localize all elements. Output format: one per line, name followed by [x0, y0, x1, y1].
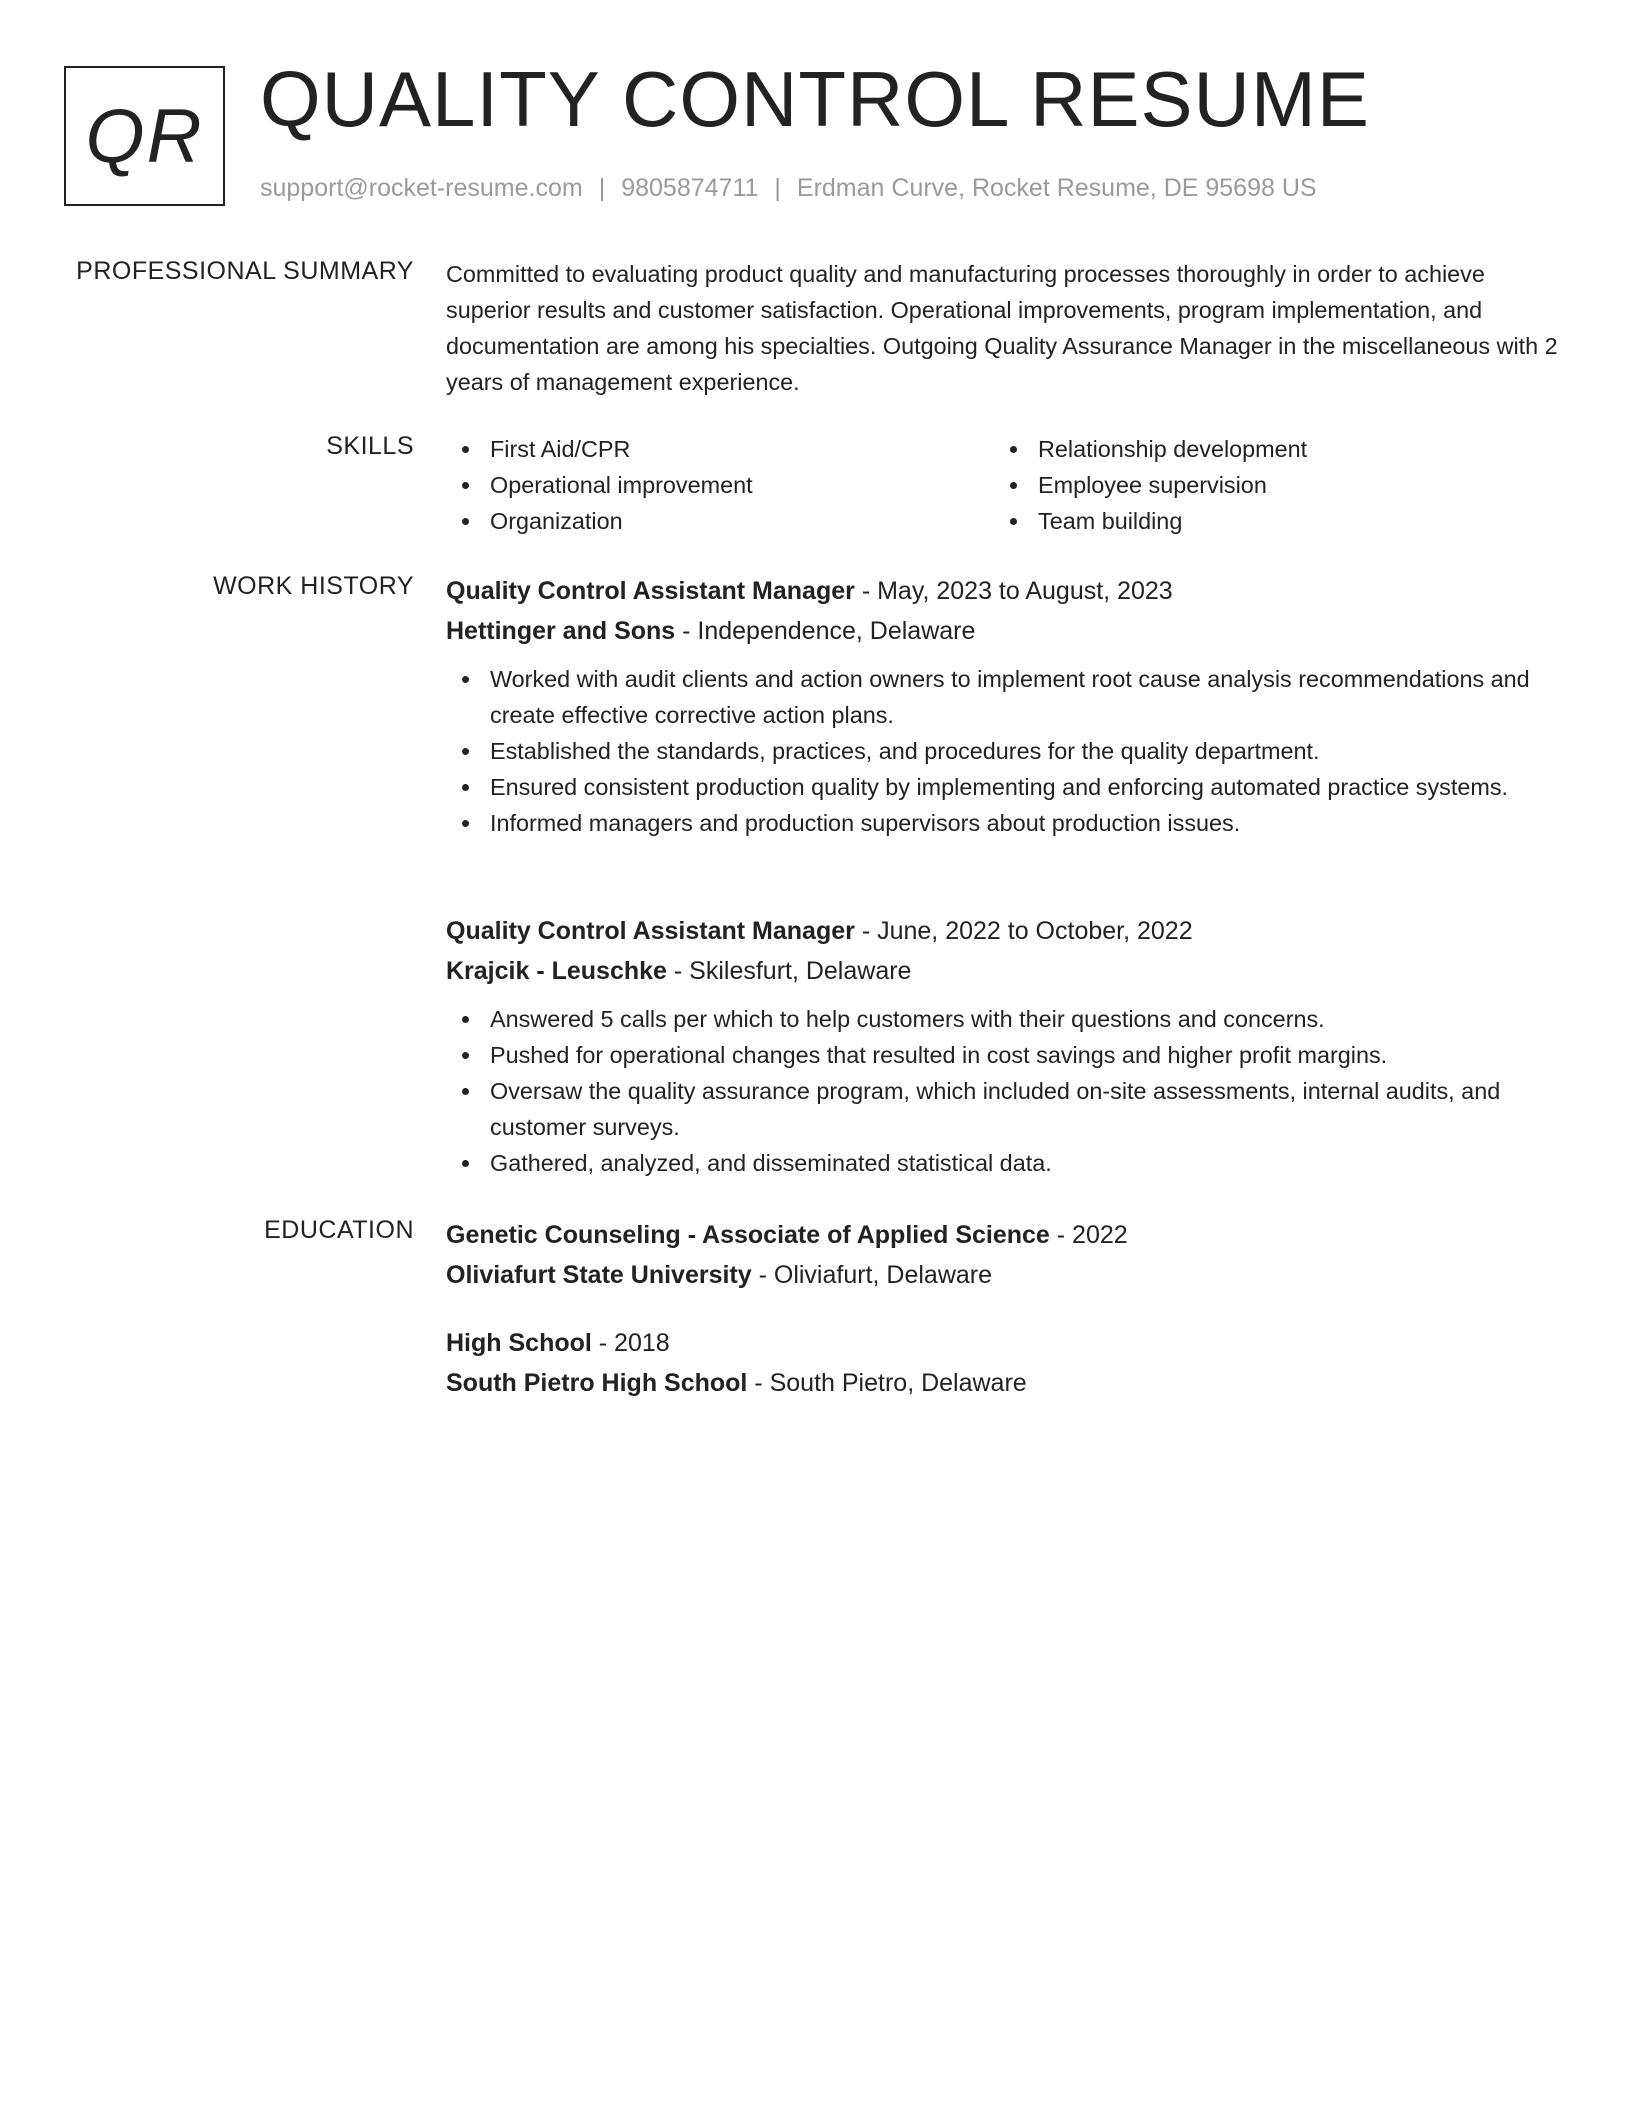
job-title: Quality Control Assistant Manager — [446, 917, 855, 945]
education-year: - 2022 — [1049, 1221, 1128, 1249]
skill-item: Team building — [994, 503, 1542, 539]
job-bullets — [446, 661, 1561, 841]
monogram-badge: QR — [64, 66, 225, 206]
resume-header — [64, 55, 1584, 208]
job-company: Hettinger and Sons — [446, 617, 676, 645]
education-degree-line — [446, 1323, 1561, 1363]
education-year: - 2018 — [591, 1329, 670, 1357]
work-history-label: WORK HISTORY — [213, 572, 414, 600]
education-location: - South Pietro, Delaware — [747, 1369, 1027, 1397]
summary-text: Committed to evaluating product quality and manufacturing processes thoroughly in order to achieve superior results and customer satisfaction. Operational improvements, program implementation, and documentation are among his specialties. Outgoing Quality Assurance Manager in the miscellaneous with 2 years of management experience. — [446, 261, 1558, 395]
education-school: Oliviafurt State University — [446, 1261, 752, 1289]
contact-email: support@rocket-resume.com — [260, 174, 583, 202]
education-school: South Pietro High School — [446, 1369, 748, 1397]
skill-item: Relationship development — [994, 431, 1542, 467]
job-title: Quality Control Assistant Manager — [446, 577, 855, 605]
job-bullets — [446, 1001, 1561, 1181]
education-school-line — [446, 1255, 1561, 1295]
skills-list-right — [994, 431, 1542, 539]
job-bullet: Answered 5 calls per which to help customers with their questions and concerns. — [446, 1001, 1561, 1037]
education-label: EDUCATION — [264, 1216, 414, 1244]
job-dates: - May, 2023 to August, 2023 — [854, 577, 1173, 605]
skill-item: Operational improvement — [446, 467, 994, 503]
contact-separator: | — [598, 174, 606, 202]
skill-item: Organization — [446, 503, 994, 539]
job-bullet: Worked with audit clients and action owners to implement root cause analysis recommendations and create effective corrective action plans. — [446, 661, 1561, 733]
job-bullet: Informed managers and production supervisors about production issues. — [446, 805, 1561, 841]
job-location: - Independence, Delaware — [675, 617, 976, 645]
education-degree: High School — [446, 1329, 592, 1357]
education-entry — [446, 1323, 1561, 1403]
job-location: - Skilesfurt, Delaware — [666, 957, 912, 985]
job-bullet: Established the standards, practices, and procedures for the quality department. — [446, 733, 1561, 769]
resume-title: QUALITY CONTROL RESUME — [260, 55, 1370, 143]
skills-label: SKILLS — [326, 432, 414, 460]
contact-address: Erdman Curve, Rocket Resume, DE 95698 US — [796, 174, 1317, 202]
job-company: Krajcik - Leuschke — [446, 957, 667, 985]
job-company-line — [446, 611, 1561, 651]
job-bullet: Oversaw the quality assurance program, which included on-site assessments, internal audits, and customer surveys. — [446, 1073, 1561, 1145]
job-title-line — [446, 911, 1561, 951]
education-entry — [446, 1215, 1561, 1295]
contact-line — [260, 174, 1317, 203]
job-bullet: Gathered, analyzed, and disseminated statistical data. — [446, 1145, 1561, 1181]
job-entry — [446, 571, 1561, 841]
job-dates: - June, 2022 to October, 2022 — [854, 917, 1193, 945]
job-entry — [446, 911, 1561, 1181]
summary-label: PROFESSIONAL SUMMARY — [76, 257, 414, 285]
education-degree: Genetic Counseling - Associate of Applied Science — [446, 1221, 1050, 1249]
education-school-line — [446, 1363, 1561, 1403]
education-location: - Oliviafurt, Delaware — [751, 1261, 993, 1289]
contact-phone: 9805874711 — [621, 174, 759, 202]
education-degree-line — [446, 1215, 1561, 1255]
contact-separator: | — [774, 174, 781, 202]
job-title-line — [446, 571, 1561, 611]
job-company-line — [446, 951, 1561, 991]
skills-columns — [446, 431, 1561, 539]
skill-item: Employee supervision — [994, 467, 1542, 503]
skills-list-left — [446, 431, 994, 539]
skill-item: First Aid/CPR — [446, 431, 994, 467]
job-bullet: Pushed for operational changes that resulted in cost savings and higher profit margins. — [446, 1037, 1561, 1073]
job-bullet: Ensured consistent production quality by implementing and enforcing automated practice systems. — [446, 769, 1561, 805]
